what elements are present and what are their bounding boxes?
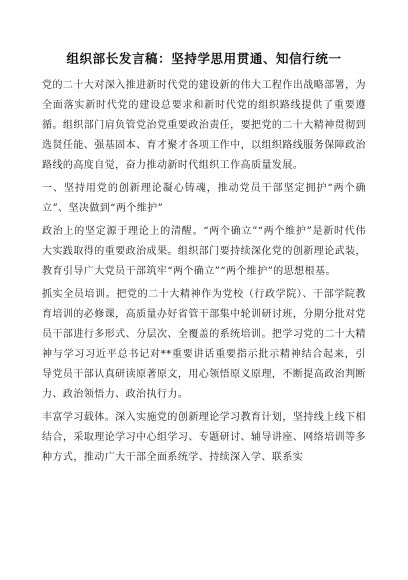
document-title: 组织部长发言稿：坚持学思用贯通、知信行统一 <box>66 51 342 66</box>
section-heading-one: 一、坚持用党的创新理论凝心铸魂，推动党员干部坚定拥护“两个确立”、坚决做到“两个维护” <box>42 183 366 214</box>
paragraph-learning-carriers: 丰富学习载体。深入实施党的创新理论学习教育计划，坚持线上线下相结合，采取理论学习中心组学习、专题研讨、辅导讲座、网络培训等多种方式，推动广大干部全面系统学、持续深入学、联系实 <box>42 412 366 463</box>
paragraph-intro: 党的二十大对深入推进新时代党的建设新的伟大工程作出战略部署，为全面落实新时代党的建设总要求和新时代党的组织路线提供了重要遵循。组织部门肩负管党治党重要政治责任，要把党的二十大精神贯彻到选贤任能、强基固本、育才聚才各项工作中，以组织路线服务保障政治路线的高度自觉，奋力推动新时代组织工作高质量发展。 <box>42 80 366 171</box>
paragraph-political-firmness: 政治上的坚定源于理论上的清醒。“两个确立”“两个维护”是新时代伟大实践取得的重要政治成果。组织部门要持续深化党的创新理论武装，教育引导广大党员干部筑牢“两个确立”“两个维护”的思想根基。 <box>42 226 366 277</box>
paragraph-training: 抓实全员培训。把党的二十大精神作为党校（行政学院）、干部学院教育培训的必修课，高质量办好省管干部集中轮训研讨班，分期分批对党员干部进行多形式、分层次、全覆盖的系统培训。把学习党的二十大精神与学习习近平总书记对**重要讲话重要指示批示精神结合起来，引导党员干部认真研读原著原文，用心领悟原义原理，不断提高政治判断力、政治领悟力、政治执行力。 <box>42 289 366 400</box>
